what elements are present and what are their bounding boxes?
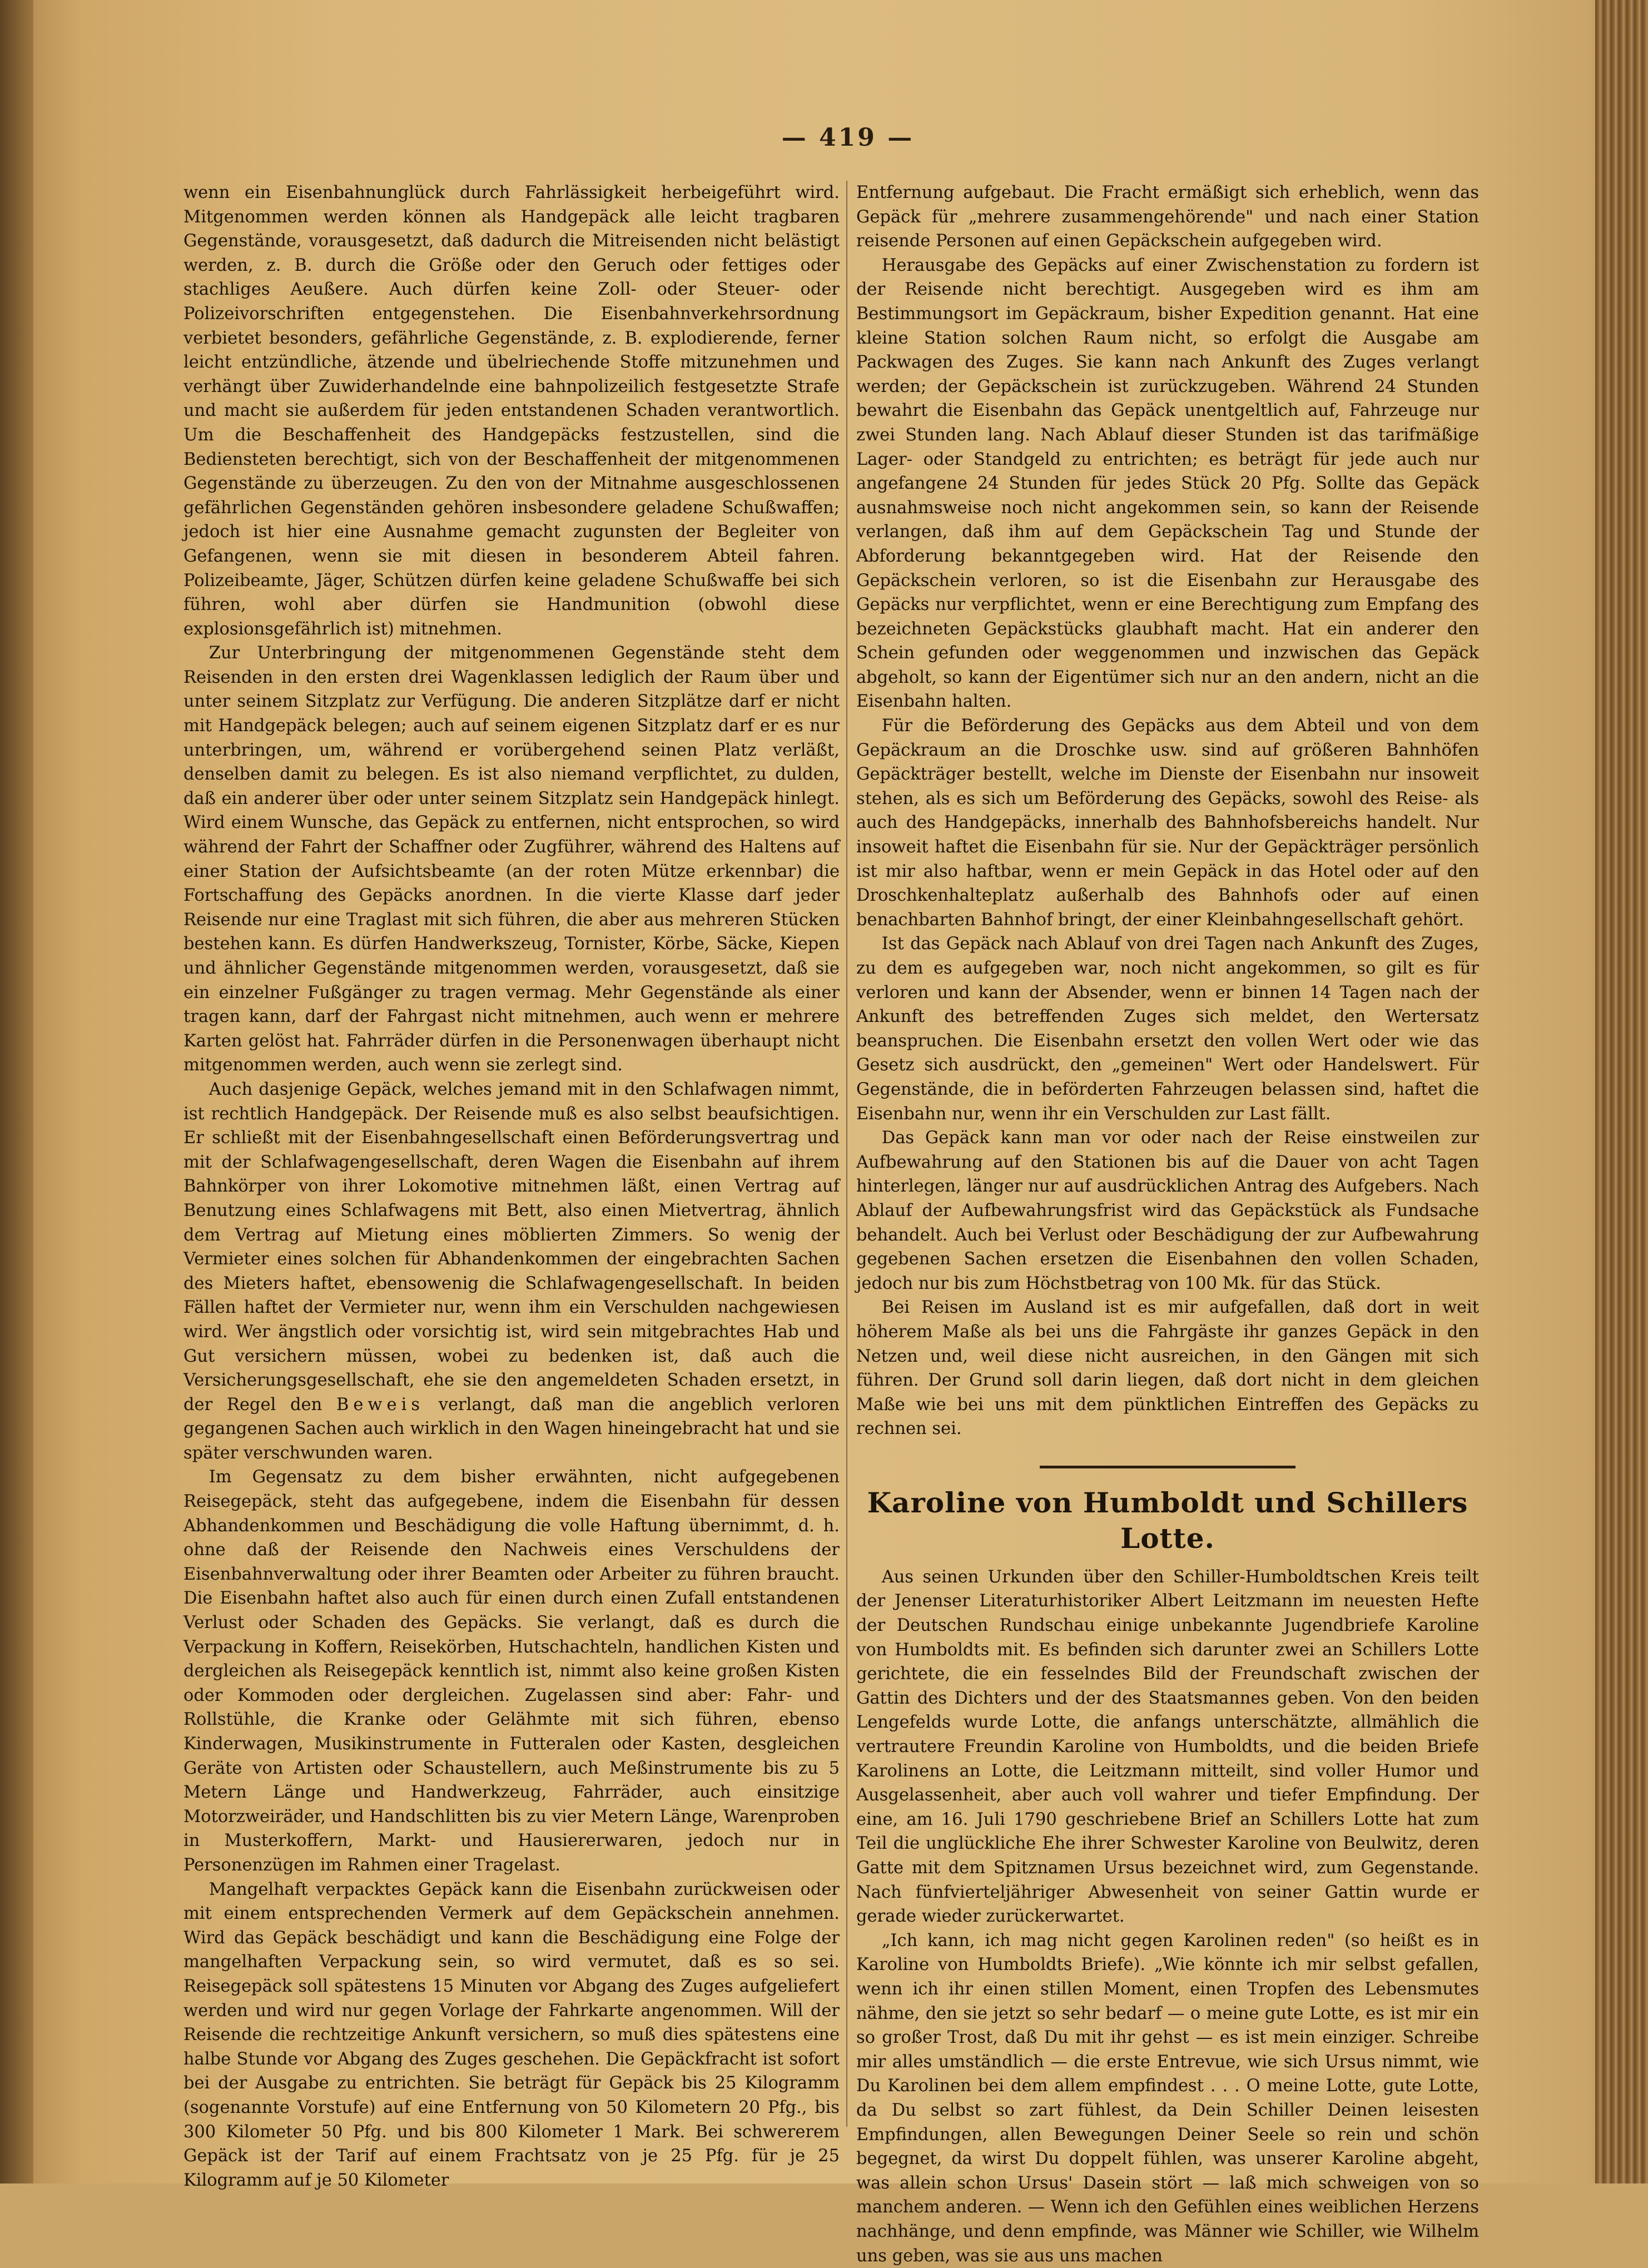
paragraph: „Ich kann, ich mag nicht gegen Karolinen reden" (so heißt es in Karoline von Humboldts Briefe). „Wie könnte ich mir selbst gefallen, wenn ich ihr einen stillen Moment, einen Tropfen des Lebensmutes nähme, den sie jetzt so sehr bedarf — o meine gute Lotte, es ist mir ein so großer Trost, daß Du mit ihr gehst — es ist mein einziger. Schreibe mir alles umständlich — die erste Entrevue, wie sich Ursus nimmt, wie Du Karolinen bei dem allem empfindest . . . O meine Lotte, gute Lotte, da Du selbst so zart fühlest, da Dein Schiller Deinen leisesten Empfindungen, allen Bewegungen Deiner Seele so rein und schön begegnet, da wirst Du doppelt fühlen, was unserer Karoline abgeht, was allein schon Ursus' Dasein stört — laß mich schweigen von so manchem anderen. — Wenn ich den Gefühlen eines weiblichen Herzens nachhänge, und denn empfinde, was Männer wie Schiller, wie Wilhelm uns geben, was sie aus uns machen — [856, 1930, 1479, 2266]
paragraph: Für die Beförderung des Gepäcks aus dem Abteil und von dem Gepäckraum an die Droschke usw. sind auf größeren Bahnhöfen Gepäckträger bestellt, welche im Dienste der Eisenbahn nur insoweit stehen, als es sich um Beförderung des Gepäcks, sowohl des Reise- als auch des Handgepäcks, innerhalb des Bahnhofsbereichs handelt. Nur insoweit haftet die Eisenbahn für sie. Nur der Gepäckträger persönlich ist mir also haftbar, wenn er mein Gepäck in das Hotel oder auf den Droschkenhalteplatz außerhalb des Bahnhofs oder auf einen benachbarten Bahnhof bringt, der einer Kleinbahngesellschaft gehört. — [856, 716, 1479, 930]
paragraph: Mangelhaft verpacktes Gepäck kann die Eisenbahn zurückweisen oder mit einem entsprechenden Vermerk auf dem Gepäckschein annehmen. Wird das Gepäck beschädigt und kann die Beschädigung eine Folge der mangelhaften Verpackung sein, so wird vermutet, daß es so sei. Reisegepäck soll spätestens 15 Minuten vor Abgang des Zuges aufgeliefert werden und wird nur gegen Vorlage der Fahrkarte angenommen. Will der Reisende die rechtzeitige Ankunft versichern, so muß dies spätestens eine halbe Stunde vor Abgang des Zuges geschehen. Die Gepäckfracht ist sofort bei der Ausgabe zu entrichten. Sie beträgt für Gepäck bis 25 Kilogramm (sogenannte Vorstufe) auf eine Entfernung von 50 Kilometern 20 Pfg., bis 300 Kilometer 50 Pfg. und bis 800 Kilometer 1 Mark. Bei schwererem Gepäck ist der Tarif auf einem Frachtsatz von je 25 Pfg. für je 25 Kilogramm auf je 50 Kilometer — [183, 1879, 840, 2190]
right-column — [856, 181, 1479, 2268]
paragraph: wenn ein Eisenbahnunglück durch Fahrlässigkeit herbeigeführt wird. Mitgenommen werden können als Handgepäck alle leicht tragbaren Gegenstände, vorausgesetzt, daß dadurch die Mitreisenden nicht belästigt werden, z. B. durch die Größe oder den Geruch oder fettiges oder stachliges Aeußere. Auch dürfen keine Zoll- oder Steuer- oder Polizeivorschriften entgegenstehen. Die Eisenbahnverkehrsordnung verbietet besonders, gefährliche Gegenstände, z. B. explodierende, ferner leicht entzündliche, ätzende und übelriechende Stoffe mitzunehmen und verhängt über Zuwiderhandelnde eine bahnpolizeilich festgesetzte Strafe und macht sie außerdem für jeden entstandenen Schaden verantwortlich. Um die Beschaffenheit des Handgepäcks festzustellen, sind die Bediensteten berechtigt, sich von der Beschaffenheit der mitgenommenen Gegenstände zu überzeugen. Zu den von der Mitnahme ausgeschlossenen gefährlichen Gegenständen gehören insbesondere geladene Schußwaffen; jedoch ist hier eine Ausnahme gemacht zugunsten der Begleiter von Gefangenen, wenn sie mit diesen in besonderem Abteil fahren. Polizeibeamte, Jäger, Schützen dürfen keine geladene Schußwaffe bei sich führen, wohl aber dürfen sie Handmunition (obwohl diese explosionsgefährlich ist) mitnehmen. — [183, 183, 840, 639]
paragraph-text: verlangt, daß man die angeblich verloren gegangenen Sachen auch wirklich in den Wagen hineingebracht hat und sie später verschwunden waren. — [183, 1394, 840, 1463]
paragraph: Entfernung aufgebaut. Die Fracht ermäßigt sich erheblich, wenn das Gepäck für „mehrere zusammengehörende" und nach einer Station reisende Personen auf einen Gepäckschein aufgegeben wird. — [856, 183, 1479, 251]
paragraph: Im Gegensatz zu dem bisher erwähnten, nicht aufgegebenen Reisegepäck, steht das aufgegebene, indem die Eisenbahn für dessen Abhandenkommen und Beschädigung die volle Haftung übernimmt, d. h. ohne daß der Reisende den Nachweis eines Verschuldens der Eisenbahnverwaltung oder ihrer Beamten oder Arbeiter zu führen braucht. Die Eisenbahn haftet also auch für einen durch einen Zufall entstandenen Verlust oder Schaden des Gepäcks. Sie verlangt, daß es durch die Verpackung in Koffern, Reisekörben, Hutschachteln, handlichen Kisten und dergleichen als Reisegepäck kenntlich ist, nimmt also keine großen Kisten oder Kommoden oder dergleichen. Zugelassen sind aber: Fahr- und Rollstühle, die Kranke oder Gelähmte mit sich führen, ebenso Kinderwagen, Musikinstrumente in Futteralen oder Kasten, desgleichen Geräte von Artisten oder Schaustellern, auch Meßinstrumente bis zu 5 Metern Länge und Handwerkzeug, Fahrräder, auch einsitzige Motorzweiräder, und Handschlitten bis zu vier Metern Länge, Warenproben in Musterkoffern, Markt- und Hausiererwaren, jedoch nur in Personenzügen im Rahmen einer Tragelast. — [183, 1467, 840, 1875]
column-divider — [846, 181, 847, 2127]
book-gutter — [0, 0, 33, 2183]
paragraph: Ist das Gepäck nach Ablauf von drei Tagen nach Ankunft des Zuges, zu dem es aufgegeben war, noch nicht angekommen, so gilt es für verloren und kann der Absender, wenn er binnen 14 Tagen nach der Ankunft des betreffenden Zuges sich meldet, den Wertersatz beanspruchen. Die Eisenbahn ersetzt den vollen Wert oder wie das Gesetz sich ausdrückt, den „gemeinen" Wert oder Handelswert. Für Gegenstände, die in beförderten Fahrzeugen belassen sind, haftet die Eisenbahn nur, wenn ihr ein Verschulden zur Last fällt. — [856, 934, 1479, 1124]
paragraph — [183, 1078, 840, 1466]
paragraph: Zur Unterbringung der mitgenommenen Gegenstände steht dem Reisenden in den ersten drei Wagenklassen lediglich der Raum über und unter seinem Sitzplatz zur Verfügung. Die anderen Sitzplätze darf er nicht mit Handgepäck belegen; auch auf seinem eigenen Sitzplatz darf er es nur unterbringen, um, während er vorübergehend seinen Platz verläßt, denselben damit zu belegen. Es ist also niemand verpflichtet, zu dulden, daß ein anderer über oder unter seinem Sitzplatz sein Handgepäck hinlegt. Wird einem Wunsche, das Gepäck zu entfernen, nicht entsprochen, so wird während der Fahrt der Schaffner oder Zugführer, während des Haltens auf einer Station der Aufsichtsbeamte (an der roten Mütze erkennbar) die Fortschaffung des Gepäcks anordnen. In die vierte Klasse darf jeder Reisende nur eine Traglast mit sich führen, die aber aus mehreren Stücken bestehen kann. Es dürfen Handwerkszeug, Tornister, Körbe, Säcke, Kiepen und ähnlicher Gegenstände mitgenommen werden, vorausgesetzt, daß sie ein einzelner Fußgänger zu tragen vermag. Mehr Gegenstände als einer tragen kann, darf der Fahrgast nicht mitnehmen, auch wenn er mehrere Karten gelöst hat. Fahrräder dürfen in die Personenwagen überhaupt nicht mitgenommen werden, auch wenn sie zerlegt sind. — [183, 643, 840, 1075]
page-number: — 419 — — [781, 123, 915, 152]
paragraph: Aus seinen Urkunden über den Schiller-Humboldtschen Kreis teilt der Jenenser Literaturhistoriker Albert Leitzmann im neuesten Hefte der Deutschen Rundschau einige unbekannte Jugendbriefe Karoline von Humboldts mit. Es befinden sich darunter zwei an Schillers Lotte gerichtete, die ein fesselndes Bild der Freundschaft zwischen der Gattin des Dichters und der des Staatsmannes geben. Von den beiden Lengefelds wurde Lotte, die anfangs unterschätzte, allmählich die vertrautere Freundin Karoline von Humboldts, und die beiden Briefe Karolinens an Lotte, die Leitzmann mitteilt, sind voller Humor und Ausgelassenheit, aber auch voll wahrer und tiefer Empfindung. Der eine, am 16. Juli 1790 geschriebene Brief an Schillers Lotte hat zum Teil die unglückliche Ehe ihrer Schwester Karoline von Beulwitz, deren Gatte mit dem Spitznamen Ursus bezeichnet wird, zum Gegenstande. Nach fünfvierteljähriger Abwesenheit von seiner Gattin wurde er gerade wieder zurückerwartet. — [856, 1567, 1479, 1927]
paragraph: Das Gepäck kann man vor oder nach der Reise einstweilen zur Aufbewahrung auf den Stationen bis auf die Dauer von acht Tagen hinterlegen, länger nur auf ausdrücklichen Antrag des Aufgebers. Nach Ablauf der Aufbewahrungsfrist wird das Gepäckstück als Fundsache behandelt. Auch bei Verlust oder Beschädigung der zur Aufbewahrung gegebenen Sachen ersetzen die Eisenbahnen den vollen Schaden, jedoch nur bis zum Höchstbetrag von 100 Mk. für das Stück. — [856, 1128, 1479, 1293]
page-edges — [1595, 0, 1648, 2183]
newspaper-page — [61, 83, 1593, 2266]
section-rule — [1040, 1466, 1295, 1468]
article-headline: Karoline von Humboldt und Schillers Lotte. — [867, 1486, 1468, 1555]
paragraph: Herausgabe des Gepäcks auf einer Zwischenstation zu fordern ist der Reisende nicht berechtigt. Ausgegeben wird es ihm am Bestimmungsort im Gepäckraum, bisher Expedition genannt. Hat eine kleine Station solchen Raum nicht, so erfolgt die Ausgabe am Packwagen des Zuges. Sie kann nach Ankunft des Zuges verlangt werden; der Gepäckschein ist zurückzugeben. Während 24 Stunden bewahrt die Eisenbahn das Gepäck unentgeltlich auf, Fahrzeuge nur zwei Stunden lang. Nach Ablauf dieser Stunden ist das tarifmäßige Lager- oder Standgeld zu entrichten; es beträgt für jede auch nur angefangene 24 Stunden für jedes Stück 20 Pfg. Sollte das Gepäck ausnahmsweise noch nicht angekommen sein, so kann der Reisende verlangen, daß ihm auf dem Gepäckschein Tag und Stunde der Abforderung bekanntgegeben wird. Hat der Reisende den Gepäckschein verloren, so ist die Eisenbahn zur Herausgabe des Gepäcks nur verpflichtet, wenn er eine Berechtigung zum Empfang des bezeichneten Gepäckstücks glaubhaft macht. Hat ein anderer den Schein gefunden oder weggenommen und inzwischen das Gepäck abgeholt, so kann der Eigentümer sich nur an den andern, nicht an die Eisenbahn halten. — [856, 255, 1479, 712]
spaced-word: Beweis — [336, 1394, 424, 1415]
paragraph: Bei Reisen im Ausland ist es mir aufgefallen, daß dort in weit höherem Maße als bei uns die Fahrgäste ihr ganzes Gepäck in den Netzen und, weil diese nicht ausreichen, in den Gängen mit sich führen. Der Grund soll darin liegen, daß dort nicht in dem gleichen Maße wie bei uns mit dem pünktlichen Eintreffen des Gepäcks zu rechnen sei. — [856, 1298, 1479, 1439]
left-column — [183, 181, 840, 2192]
paragraph-text: Auch dasjenige Gepäck, welches jemand mit in den Schlafwagen nimmt, ist rechtlich Handgepäck. Der Reisende muß es also selbst beaufsichtigen. Er schließt mit der Eisenbahngesellschaft einen Beförderungsvertrag und mit der Schlafwagengesellschaft, deren Wagen die Eisenbahn auf ihrem Bahnkörper von ihrer Lokomotive mitnehmen läßt, einen Vertrag auf Benutzung eines Schlafwagens mit Bett, also einen Mietvertrag, ähnlich dem Vertrag auf Mietung eines möblierten Zimmers. So wenig der Vermieter eines solchen für Abhandenkommen der eingebrachten Sachen des Mieters haftet, ebensowenig die Schlafwagengesellschaft. In beiden Fällen haftet der Vermieter nur, wenn ihm ein Verschulden nachgewiesen wird. Wer ängstlich oder vorsichtig ist, wird sein mitgebrachtes Hab und Gut versichern müssen, wobei zu bedenken ist, daß auch die Versicherungsgesellschaft, ehe sie den angemeldeten Schaden ersetzt, in der Regel den — [183, 1079, 840, 1415]
